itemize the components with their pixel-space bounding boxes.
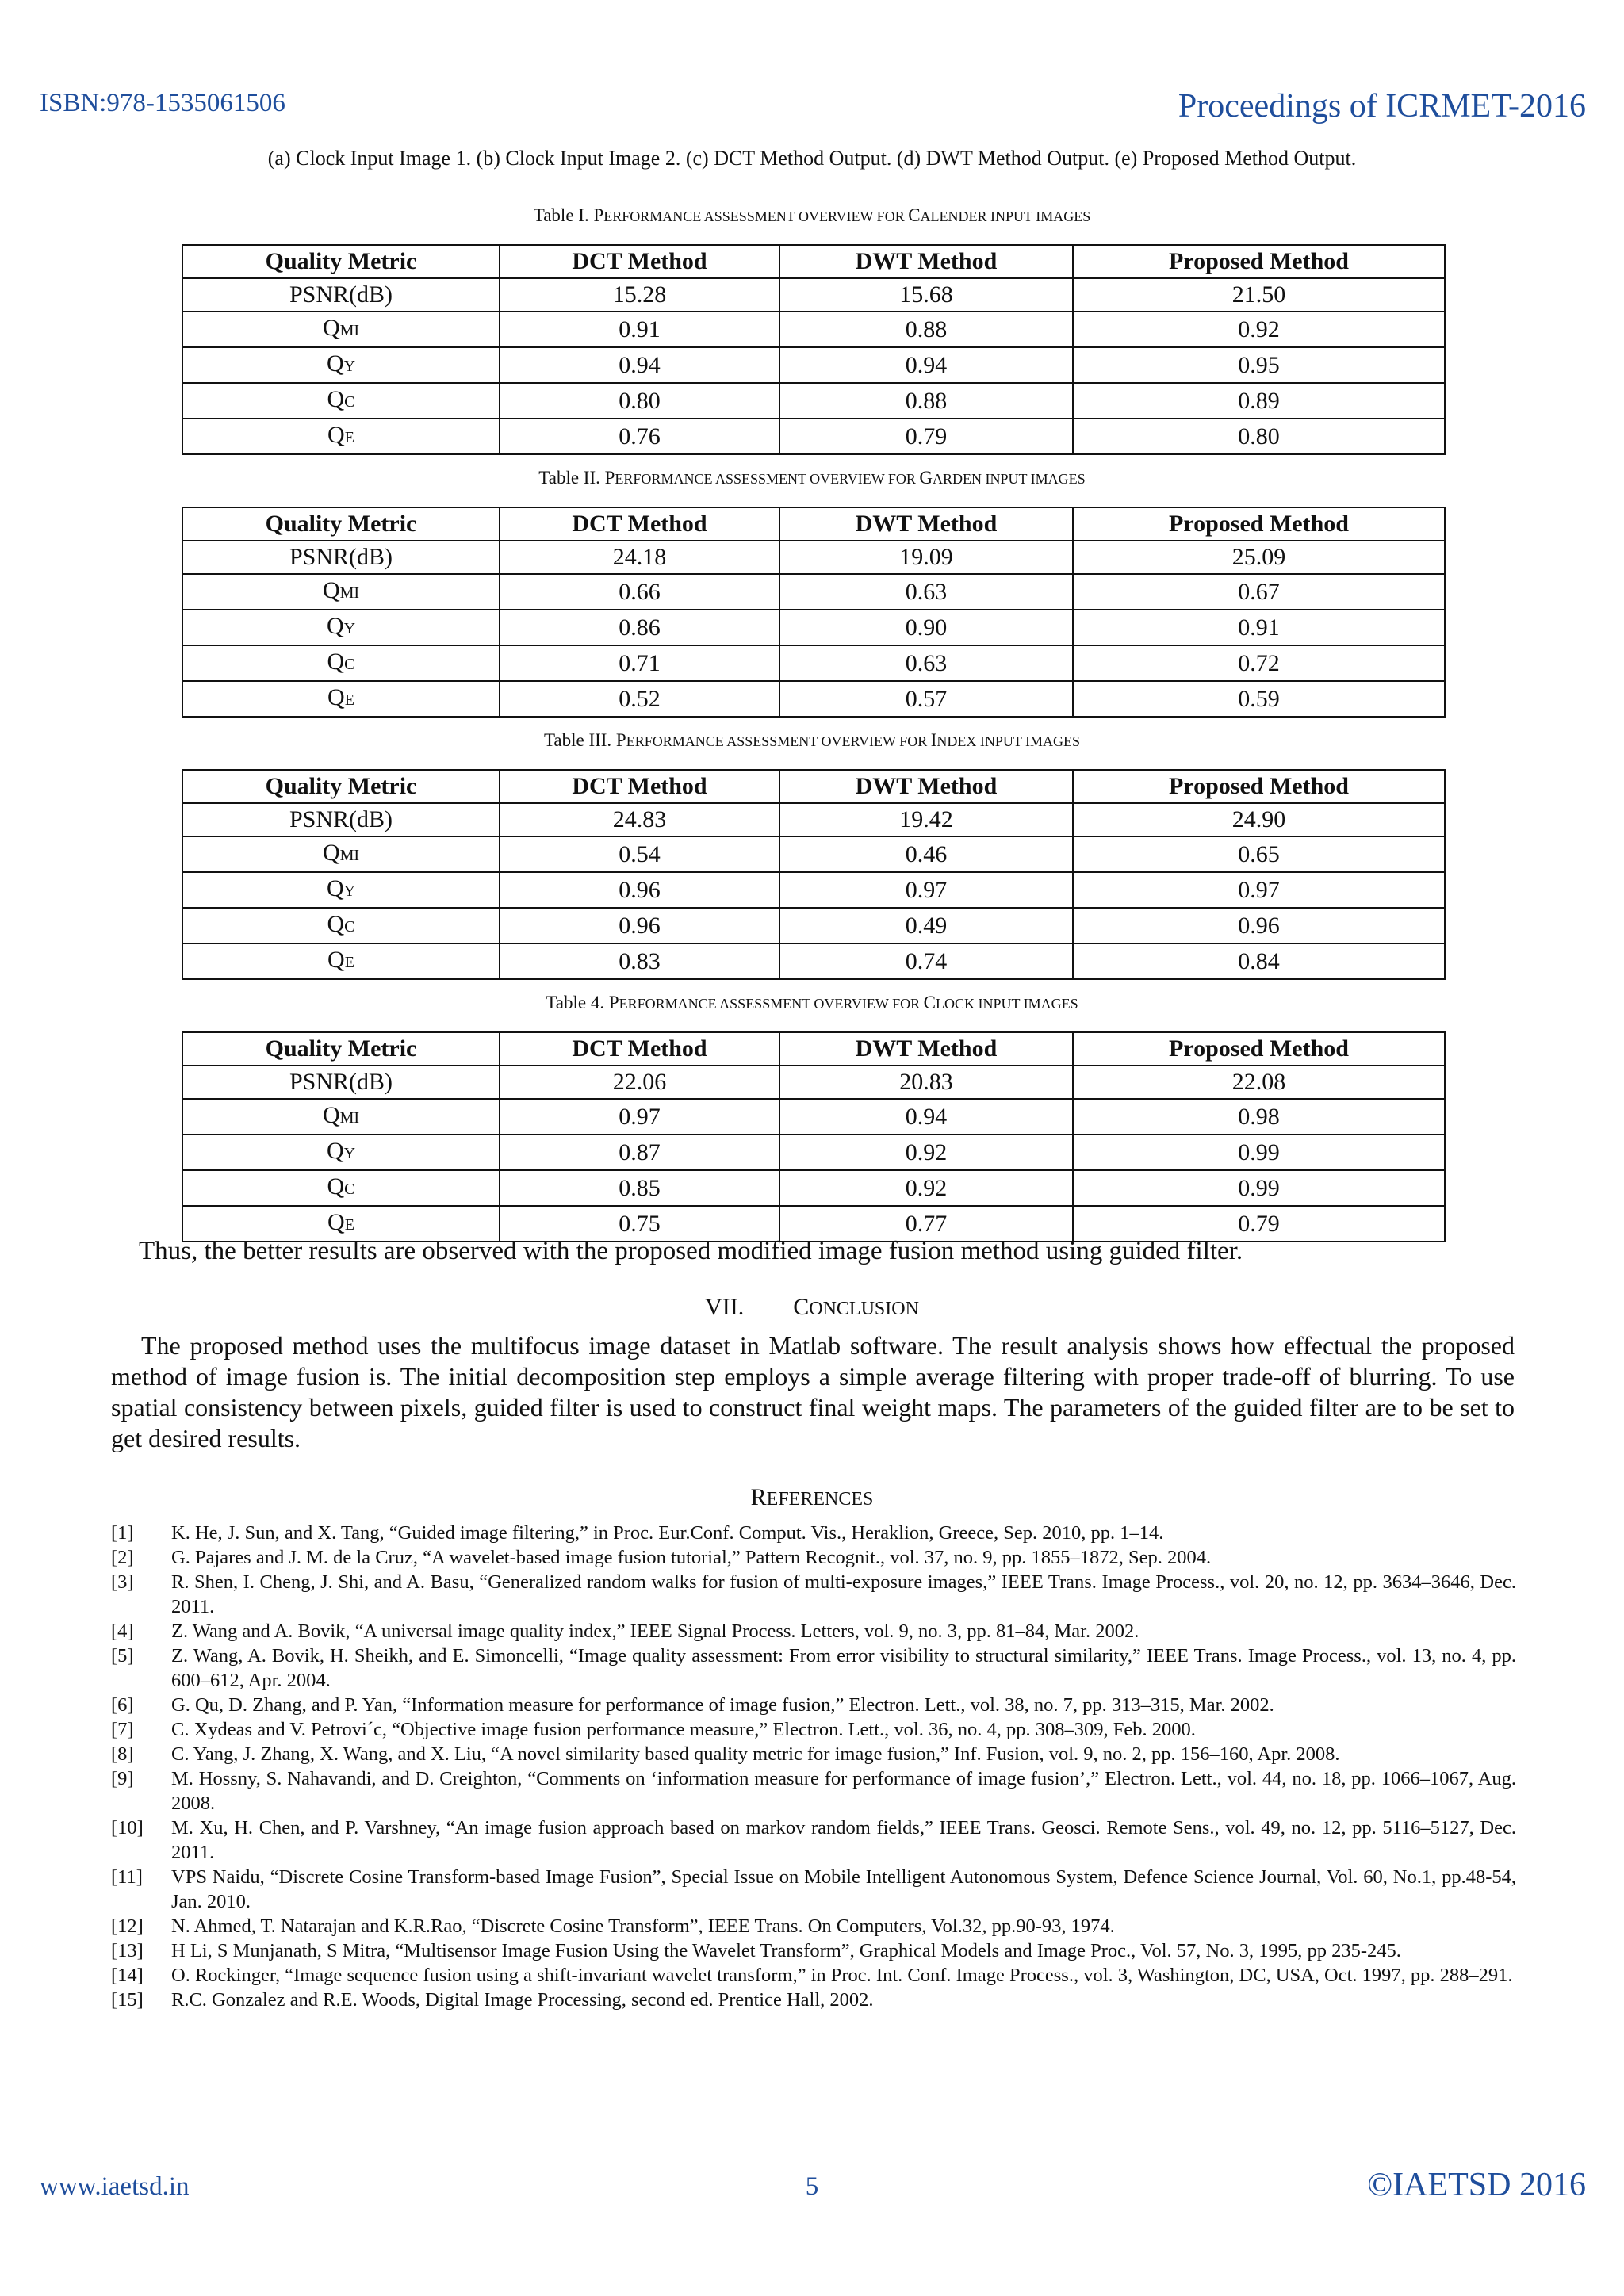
value-cell: 0.75 — [500, 1206, 779, 1242]
header-cell: DCT Method — [500, 1032, 779, 1066]
reference-item: [9] M. Hossny, S. Nahavandi, and D. Creighton, “Comments on ‘information measure for performance of image fusion’,” Electron. Lett., vol. 44, no. 18, pp. 1066–1067, Aug. 2008. — [111, 1768, 1516, 1814]
table-row — [182, 541, 1445, 574]
value-cell: 0.96 — [500, 872, 779, 908]
value-cell: 0.94 — [779, 347, 1073, 383]
value-cell: 0.77 — [779, 1206, 1073, 1242]
header-cell: DWT Method — [779, 507, 1073, 541]
metric-cell: PSNR(dB) — [182, 1066, 500, 1099]
value-cell: 0.59 — [1073, 681, 1445, 717]
table-row — [182, 872, 1445, 908]
reference-item: [6] G. Qu, D. Zhang, and P. Yan, “Information measure for performance of image fusion,” Electron. Lett., vol. 38, no. 7, pp. 313–315, Mar. 2002. — [111, 1694, 1274, 1716]
reference-item: [15] R.C. Gonzalez and R.E. Woods, Digital Image Processing, second ed. Prentice Hall, 2002. — [111, 1989, 874, 2011]
website-link[interactable]: www.iaetsd.in — [40, 2172, 190, 2201]
metric-cell: QY — [182, 347, 500, 383]
table-1-caption: Table I. PERFORMANCE ASSESSMENT OVERVIEW FOR CALENDER INPUT IMAGES — [533, 205, 1091, 225]
value-cell: 0.63 — [779, 574, 1073, 610]
table-row — [182, 1099, 1445, 1135]
metric-cell: PSNR(dB) — [182, 803, 500, 836]
metric-cell: QMI — [182, 312, 500, 347]
table-row — [182, 681, 1445, 717]
reference-item: [12] N. Ahmed, T. Natarajan and K.R.Rao, “Discrete Cosine Transform”, IEEE Trans. On Computers, Vol.32, pp.90-93, 1974. — [111, 1915, 1115, 1937]
value-cell: 25.09 — [1073, 541, 1445, 574]
value-cell: 0.97 — [779, 872, 1073, 908]
table-row — [182, 1135, 1445, 1170]
metric-cell: QC — [182, 908, 500, 943]
value-cell: 0.57 — [779, 681, 1073, 717]
value-cell: 0.94 — [779, 1099, 1073, 1135]
value-cell: 24.90 — [1073, 803, 1445, 836]
table-2 — [182, 507, 1446, 718]
reference-item: [7] C. Xydeas and V. Petrovi´c, “Objective image fusion performance measure,” Electron. Lett., vol. 36, no. 4, pp. 308–309, Feb. 2000. — [111, 1719, 1196, 1740]
value-cell: 0.49 — [779, 908, 1073, 943]
results-summary: Thus, the better results are observed with the proposed modified image fusion method using guided filter. — [139, 1237, 1243, 1265]
table-3-caption: Table III. PERFORMANCE ASSESSMENT OVERVIEW FOR INDEX INPUT IMAGES — [543, 730, 1081, 750]
page-number: 5 — [805, 2172, 819, 2201]
value-cell: 0.83 — [500, 943, 779, 979]
metric-cell: QE — [182, 1206, 500, 1242]
value-cell: 0.88 — [779, 312, 1073, 347]
value-cell: 0.85 — [500, 1170, 779, 1206]
value-cell: 15.28 — [500, 278, 779, 312]
reference-item: [3] R. Shen, I. Cheng, J. Shi, and A. Basu, “Generalized random walks for fusion of multi-exposure images,” IEEE Trans. Image Process., vol. 20, no. 12, pp. 3634–3646, Dec. 2011. — [111, 1571, 1516, 1617]
value-cell: 0.86 — [500, 610, 779, 645]
value-cell: 19.09 — [779, 541, 1073, 574]
header-cell: DWT Method — [779, 1032, 1073, 1066]
table-row — [182, 278, 1445, 312]
value-cell: 0.98 — [1073, 1099, 1445, 1135]
metric-cell: QY — [182, 610, 500, 645]
reference-item: [13] H Li, S Munjanath, S Mitra, “Multisensor Image Fusion Using the Wavelet Transform”, Graphical Models and Image Proc., Vol. 57, No. 3, 1995, pp 235-245. — [111, 1940, 1401, 1961]
value-cell: 0.80 — [1073, 419, 1445, 454]
metric-cell: PSNR(dB) — [182, 541, 500, 574]
value-cell: 0.76 — [500, 419, 779, 454]
table-1 — [182, 244, 1446, 455]
table-row — [182, 645, 1445, 681]
metric-cell: QE — [182, 681, 500, 717]
table-row — [182, 347, 1445, 383]
copyright: ©IAETSD 2016 — [1367, 2167, 1586, 2203]
header-cell: Proposed Method — [1073, 507, 1445, 541]
value-cell: 0.99 — [1073, 1170, 1445, 1206]
reference-item: [11] VPS Naidu, “Discrete Cosine Transform-based Image Fusion”, Special Issue on Mobile Intelligent Autonomous System, Defence Science Journal, Vol. 60, No.1, pp.48-54, Jan. 2010. — [111, 1866, 1516, 1912]
header-cell: DCT Method — [500, 507, 779, 541]
value-cell: 0.92 — [779, 1135, 1073, 1170]
metric-cell: QE — [182, 419, 500, 454]
metric-cell: QMI — [182, 1099, 500, 1135]
header-cell: Quality Metric — [182, 245, 500, 278]
table-row — [182, 803, 1445, 836]
value-cell: 0.52 — [500, 681, 779, 717]
reference-item: [10] M. Xu, H. Chen, and P. Varshney, “An image fusion approach based on markov random fields,” IEEE Trans. Geosci. Remote Sens., vol. 49, no. 12, pp. 5116–5127, Dec. 2011. — [111, 1817, 1516, 1863]
value-cell: 20.83 — [779, 1066, 1073, 1099]
value-cell: 0.79 — [779, 419, 1073, 454]
figure-caption: (a) Clock Input Image 1. (b) Clock Input Image 2. (c) DCT Method Output. (d) DWT Method Output. (e) Proposed Method Output. — [267, 147, 1357, 170]
value-cell: 0.90 — [779, 610, 1073, 645]
value-cell: 0.72 — [1073, 645, 1445, 681]
value-cell: 0.96 — [1073, 908, 1445, 943]
table-row — [182, 943, 1445, 979]
value-cell: 0.79 — [1073, 1206, 1445, 1242]
table-header-row — [182, 507, 1445, 541]
value-cell: 0.88 — [779, 383, 1073, 419]
value-cell: 0.95 — [1073, 347, 1445, 383]
value-cell: 0.63 — [779, 645, 1073, 681]
value-cell: 0.91 — [1073, 610, 1445, 645]
value-cell: 0.54 — [500, 836, 779, 872]
reference-item: [4] Z. Wang and A. Bovik, “A universal image quality index,” IEEE Signal Process. Letters, vol. 9, no. 3, pp. 81–84, Mar. 2002. — [111, 1621, 1139, 1642]
table-row — [182, 574, 1445, 610]
table-row — [182, 383, 1445, 419]
reference-item: [5] Z. Wang, A. Bovik, H. Sheikh, and E. Simoncelli, “Image quality assessment: From error visibility to structural similarity,” IEEE Trans. Image Process., vol. 13, no. 4, pp. 600–612, Apr. 2004. — [111, 1645, 1516, 1691]
metric-cell: PSNR(dB) — [182, 278, 500, 312]
header-cell: DCT Method — [500, 770, 779, 803]
value-cell: 0.94 — [500, 347, 779, 383]
reference-item: [14] O. Rockinger, “Image sequence fusion using a shift-invariant wavelet transform,” in Proc. Int. Conf. Image Process., vol. 3, Washington, DC, USA, Oct. 1997, pp. 288–291. — [111, 1965, 1513, 1986]
metric-cell: QMI — [182, 574, 500, 610]
table-2-caption: Table II. PERFORMANCE ASSESSMENT OVERVIEW FOR GARDEN INPUT IMAGES — [538, 468, 1086, 488]
table-header-row — [182, 245, 1445, 278]
conclusion-paragraph: The proposed method uses the multifocus image dataset in Matlab software. The result analysis shows how effectual the proposed method of image fusion is. The initial decomposition step employs a simple average filtering with proper trade-off of blurring. To use spatial consistency between pixels, guided filter is used to construct final weight maps. The parameters of the guided filter are to be set to get desired results. — [111, 1331, 1515, 1452]
value-cell: 24.83 — [500, 803, 779, 836]
header-cell: DWT Method — [779, 770, 1073, 803]
value-cell: 24.18 — [500, 541, 779, 574]
table-row — [182, 908, 1445, 943]
header-cell: Quality Metric — [182, 1032, 500, 1066]
value-cell: 0.92 — [1073, 312, 1445, 347]
metric-cell: QC — [182, 645, 500, 681]
header-cell: Quality Metric — [182, 507, 500, 541]
section-heading-conclusion: VII. CONCLUSION — [705, 1294, 919, 1320]
value-cell: 21.50 — [1073, 278, 1445, 312]
value-cell: 0.87 — [500, 1135, 779, 1170]
header-cell: DWT Method — [779, 245, 1073, 278]
value-cell: 0.91 — [500, 312, 779, 347]
metric-cell: QC — [182, 1170, 500, 1206]
value-cell: 19.42 — [779, 803, 1073, 836]
header-cell: Proposed Method — [1073, 245, 1445, 278]
reference-list — [111, 1521, 1516, 2012]
value-cell: 0.74 — [779, 943, 1073, 979]
value-cell: 0.66 — [500, 574, 779, 610]
value-cell: 22.08 — [1073, 1066, 1445, 1099]
table-row — [182, 836, 1445, 872]
value-cell: 0.99 — [1073, 1135, 1445, 1170]
metric-cell: QC — [182, 383, 500, 419]
reference-item: [8] C. Yang, J. Zhang, X. Wang, and X. Liu, “A novel similarity based quality metric for image fusion,” Inf. Fusion, vol. 9, no. 2, pp. 156–160, Apr. 2008. — [111, 1743, 1340, 1765]
table-row — [182, 610, 1445, 645]
table-4 — [182, 1031, 1446, 1242]
value-cell: 0.67 — [1073, 574, 1445, 610]
header-cell: Quality Metric — [182, 770, 500, 803]
table-row — [182, 419, 1445, 454]
table-3 — [182, 769, 1446, 980]
isbn-header: ISBN:978-1535061506 — [40, 89, 285, 117]
header-cell: DCT Method — [500, 245, 779, 278]
metric-cell: QMI — [182, 836, 500, 872]
value-cell: 0.89 — [1073, 383, 1445, 419]
references-heading: REFERENCES — [750, 1484, 874, 1510]
table-row — [182, 1170, 1445, 1206]
value-cell: 0.65 — [1073, 836, 1445, 872]
metric-cell: QE — [182, 943, 500, 979]
reference-item: [2] G. Pajares and J. M. de la Cruz, “A wavelet-based image fusion tutorial,” Pattern Recognit., vol. 37, no. 9, pp. 1855–1872, Sep. 2004. — [111, 1547, 1212, 1568]
header-cell: Proposed Method — [1073, 1032, 1445, 1066]
value-cell: 15.68 — [779, 278, 1073, 312]
header-cell: Proposed Method — [1073, 770, 1445, 803]
value-cell: 0.97 — [1073, 872, 1445, 908]
value-cell: 0.92 — [779, 1170, 1073, 1206]
proceedings-header: Proceedings of ICRMET-2016 — [1178, 88, 1586, 124]
table-row — [182, 312, 1445, 347]
table-header-row — [182, 770, 1445, 803]
value-cell: 0.96 — [500, 908, 779, 943]
table-header-row — [182, 1032, 1445, 1066]
value-cell: 0.71 — [500, 645, 779, 681]
table-row — [182, 1066, 1445, 1099]
value-cell: 0.80 — [500, 383, 779, 419]
value-cell: 22.06 — [500, 1066, 779, 1099]
value-cell: 0.97 — [500, 1099, 779, 1135]
value-cell: 0.84 — [1073, 943, 1445, 979]
reference-item: [1] K. He, J. Sun, and X. Tang, “Guided image filtering,” in Proc. Eur.Conf. Comput. Vis., Heraklion, Greece, Sep. 2010, pp. 1–14. — [111, 1522, 1164, 1544]
metric-cell: QY — [182, 872, 500, 908]
value-cell: 0.46 — [779, 836, 1073, 872]
metric-cell: QY — [182, 1135, 500, 1170]
table-4-caption: Table 4. PERFORMANCE ASSESSMENT OVERVIEW FOR CLOCK INPUT IMAGES — [546, 993, 1078, 1012]
